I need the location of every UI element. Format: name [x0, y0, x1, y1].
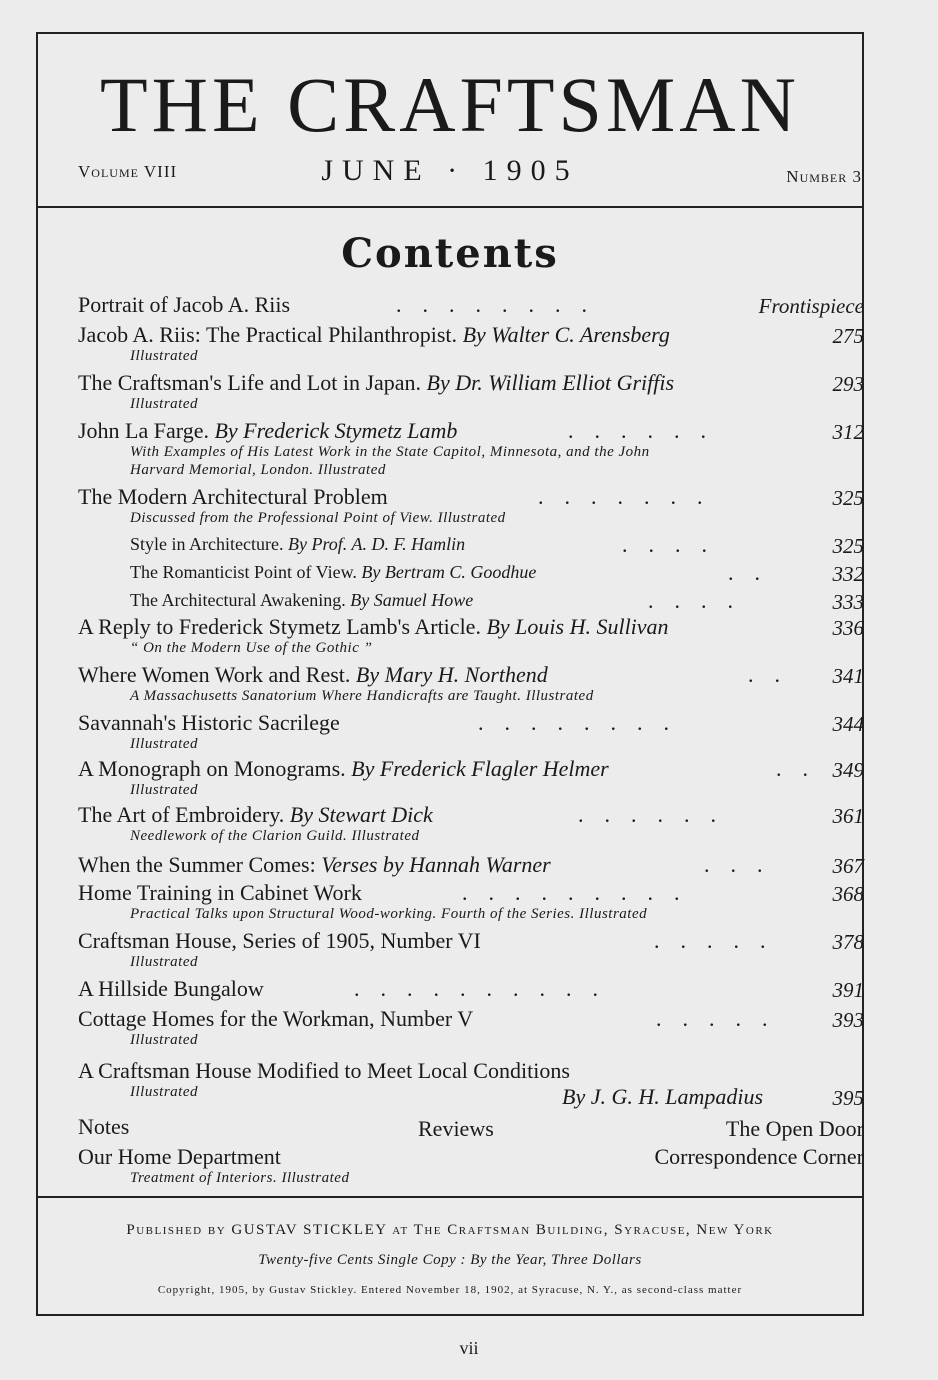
toc-subtitle: Needlework of the Clarion Guild. Illustrated — [130, 828, 420, 844]
toc-page: 391 — [832, 978, 864, 1002]
toc-title: Portrait of Jacob A. Riis — [78, 292, 291, 317]
toc-title-text: Jacob A. Riis: The Practical Philanthropist. — [78, 322, 458, 347]
toc-page: 368 — [832, 882, 864, 906]
leader-dots: .... — [648, 588, 754, 613]
toc-subtitle: “ On the Modern Use of the Gothic ” — [130, 640, 373, 656]
toc-entry[interactable] — [78, 560, 864, 590]
toc-subtitle: Practical Talks upon Structural Wood-working. Fourth of the Series. Illustrated — [130, 906, 648, 922]
dept-open-door[interactable]: The Open Door — [725, 1116, 864, 1141]
toc-title-text: A Monograph on Monograms. — [78, 756, 346, 781]
toc-title — [78, 370, 674, 396]
toc-title-text: John La Farge. — [78, 418, 209, 443]
toc-title-text: The Architectural Awakening. — [130, 590, 346, 610]
toc-page: 341 — [832, 664, 864, 688]
toc-author: By Bertram C. Goodhue — [361, 562, 537, 582]
toc-author: By Frederick Flagler Helmer — [351, 756, 609, 781]
toc-title-text: Where Women Work and Rest. — [78, 662, 351, 687]
toc-page: 293 — [832, 372, 864, 396]
leader-dots: .... — [622, 532, 728, 557]
toc-page: 333 — [832, 590, 864, 614]
toc-title — [78, 802, 433, 828]
page-number: vii — [459, 1338, 479, 1358]
dept-notes[interactable]: Notes — [78, 1114, 130, 1139]
toc-title-text: When the Summer Comes: — [78, 852, 316, 877]
toc-subtitle: Illustrated — [130, 782, 198, 798]
toc-title-text: The Romanticist Point of View. — [130, 562, 357, 582]
toc-author: By Prof. A. D. F. Hamlin — [287, 534, 466, 554]
toc-title: A Craftsman House Modified to Meet Local Conditions — [78, 1058, 570, 1083]
toc-entry[interactable] — [78, 292, 864, 322]
issue-number: Number 3 — [786, 167, 862, 186]
toc-subtitle: Illustrated — [130, 736, 198, 752]
toc-subtitle: Harvard Memorial, London. Illustrated — [130, 462, 386, 478]
toc-page: 361 — [832, 804, 864, 828]
leader-dots: ...... — [568, 418, 727, 443]
toc-title: Savannah's Historic Sacrilege — [78, 710, 340, 735]
toc-title: Craftsman House, Series of 1905, Number VI — [78, 928, 481, 953]
dept-home[interactable]: Our Home Department — [78, 1144, 281, 1169]
leader-dots: .. — [776, 756, 829, 781]
volume-label: Volume VIII — [78, 162, 178, 181]
toc-page: 349 — [832, 758, 864, 782]
leader-dots: ...... — [578, 802, 737, 827]
toc-page: 275 — [832, 324, 864, 348]
toc-title — [78, 756, 609, 782]
toc-entry-author-line — [78, 1084, 864, 1114]
toc-title: A Hillside Bungalow — [78, 976, 264, 1001]
toc-subtitle: Illustrated — [130, 954, 198, 970]
toc-author: By Frederick Stymetz Lamb — [214, 418, 458, 443]
leader-dots: ... — [704, 852, 784, 877]
leader-dots: .......... — [354, 976, 619, 1001]
toc-title — [130, 590, 473, 611]
toc-title-text: The Art of Embroidery. — [78, 802, 285, 827]
toc-author: Verses by Hannah Warner — [321, 852, 551, 877]
toc-page: 367 — [832, 854, 864, 878]
masthead — [38, 34, 862, 208]
toc-author: By Samuel Howe — [350, 590, 474, 610]
leader-dots: ........ — [478, 710, 690, 735]
toc-author: By Mary H. Northend — [355, 662, 548, 687]
leader-dots: ......... — [462, 880, 701, 905]
toc-title: Home Training in Cabinet Work — [78, 880, 362, 905]
toc-author: By Stewart Dick — [289, 802, 433, 827]
issue-date: JUNE · 1905 — [321, 154, 579, 187]
toc-entry[interactable] — [78, 976, 864, 1006]
toc-page: 312 — [832, 420, 864, 444]
toc-title: The Modern Architectural Problem — [78, 484, 388, 509]
toc-page: 325 — [832, 486, 864, 510]
leader-dots: ..... — [656, 1006, 789, 1031]
toc-title-text: The Craftsman's Life and Lot in Japan. — [78, 370, 422, 395]
toc-subtitle: A Massachusetts Sanatorium Where Handicrafts are Taught. Illustrated — [130, 688, 594, 704]
leader-dots: ........ — [396, 292, 608, 317]
page-frame — [36, 32, 864, 1316]
publisher-footer — [38, 1196, 862, 1318]
toc-page: Frontispiece — [758, 294, 864, 318]
leader-dots: .. — [728, 560, 781, 585]
leader-dots: ..... — [654, 928, 787, 953]
toc-author: By Dr. William Elliot Griffis — [426, 370, 675, 395]
toc-title — [78, 852, 551, 878]
toc-page: 378 — [832, 930, 864, 954]
copyright-line: Copyright, 1905, by Gustav Stickley. Entered November 18, 1902, at Syracuse, N. Y., as second-class matter — [157, 1284, 743, 1296]
toc-page: 393 — [832, 1008, 864, 1032]
toc-title — [130, 562, 536, 583]
toc-title — [130, 534, 465, 555]
toc-subtitle: Illustrated — [130, 396, 198, 412]
publisher-line: Published by GUSTAV STICKLEY at The Craftsman Building, Syracuse, New York — [126, 1222, 774, 1238]
toc-title-text: Style in Architecture. — [130, 534, 284, 554]
toc-page: 325 — [832, 534, 864, 558]
toc-subtitle: With Examples of His Latest Work in the State Capitol, Minnesota, and the John — [130, 444, 650, 460]
toc-subtitle: Discussed from the Professional Point of View. Illustrated — [130, 510, 506, 526]
toc-subtitle: Illustrated — [130, 1084, 198, 1100]
toc-title: Cottage Homes for the Workman, Number V — [78, 1006, 474, 1031]
dept-correspondence[interactable]: Correspondence Corner — [654, 1144, 864, 1169]
toc-page: 336 — [832, 616, 864, 640]
toc-subtitle: Illustrated — [130, 348, 198, 364]
price-line: Twenty-five Cents Single Copy : By the Year, Three Dollars — [258, 1252, 642, 1268]
toc-author: By Louis H. Sullivan — [486, 614, 669, 639]
toc-subtitle: Treatment of Interiors. Illustrated — [130, 1170, 350, 1186]
toc-entry[interactable] — [78, 532, 864, 562]
toc-author — [562, 1084, 763, 1110]
toc-title — [78, 418, 457, 444]
leader-dots: ....... — [538, 484, 724, 509]
toc-title-text: A Reply to Frederick Stymetz Lamb's Article. — [78, 614, 481, 639]
toc-title — [78, 662, 548, 688]
leader-dots: .. — [748, 662, 801, 687]
dept-reviews[interactable]: Reviews — [418, 1116, 494, 1141]
contents-heading: Contents — [341, 230, 559, 277]
toc-author-text: By J. G. H. Lampadius — [562, 1084, 764, 1109]
toc-subtitle: Illustrated — [130, 1032, 198, 1048]
toc-entry[interactable] — [78, 852, 864, 882]
toc-title — [78, 322, 670, 348]
toc-page: 332 — [832, 562, 864, 586]
toc-page: 395 — [832, 1086, 864, 1110]
toc-author: By Walter C. Arensberg — [462, 322, 670, 347]
toc-page: 344 — [832, 712, 864, 736]
magazine-title: THE CRAFTSMAN — [100, 61, 800, 148]
toc-title — [78, 614, 669, 640]
